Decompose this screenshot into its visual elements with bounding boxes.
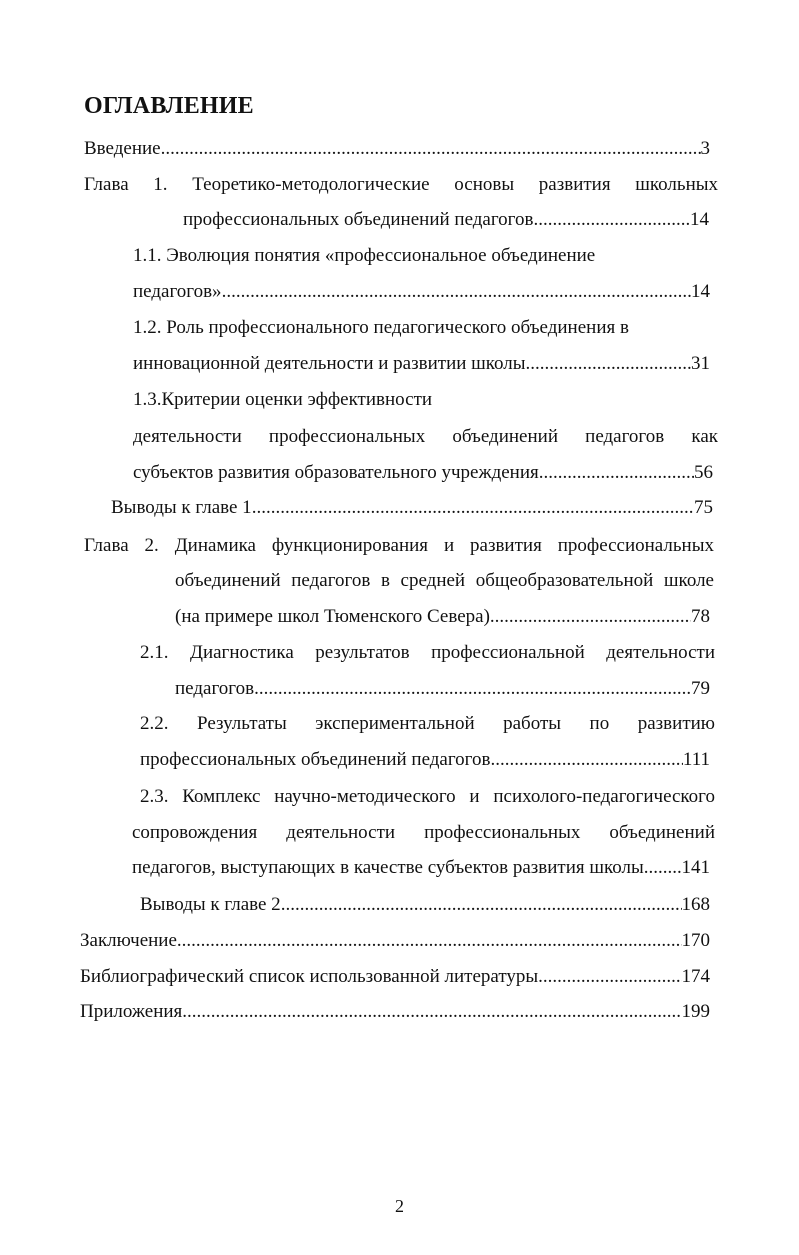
toc-leader-dots (252, 497, 694, 520)
toc-entry-label: Введение (84, 138, 161, 159)
toc-chapter-1-conclusions (111, 497, 713, 521)
toc-entry-label: профессиональных объединений педагогов (140, 749, 491, 770)
toc-leader-dots (222, 281, 691, 304)
toc-section-1-2-line-2 (133, 353, 710, 377)
toc-chapter-1-line-2 (183, 209, 709, 233)
toc-page-number: 31 (691, 353, 710, 374)
toc-section-1-3-line-1: 1.3.Критерии оценки эффективности (133, 389, 433, 410)
toc-entry-label: профессиональных объединений педагогов (183, 209, 534, 230)
toc-section-2-3-line-3 (132, 857, 710, 881)
toc-leader-dots (490, 749, 682, 772)
toc-entry-label: педагогов, выступающих в качестве субъектов развития школы (132, 857, 644, 878)
toc-chapter-2-line-2: объединений педагогов в средней общеобразовательной школе (175, 570, 714, 591)
toc-entry-label: Библиографический список использованной литературы (80, 966, 539, 987)
toc-entry-intro (84, 138, 710, 162)
toc-entry-bibliography (80, 966, 710, 990)
toc-page-number: 14 (690, 209, 709, 230)
toc-section-2-1-line-2 (175, 678, 710, 702)
toc-chapter-1-line-1: Глава 1. Теоретико-методологические основы развития школьных (84, 174, 718, 195)
toc-page-number: 170 (681, 930, 710, 951)
toc-section-2-2-line-2 (140, 749, 710, 773)
toc-entry-label: Заключение (80, 930, 177, 951)
toc-leader-dots (538, 966, 681, 989)
toc-entry-label: Приложения (80, 1001, 183, 1022)
toc-leader-dots (526, 353, 691, 376)
toc-section-1-3-line-2: деятельности профессиональных объединений педагогов как (133, 426, 718, 447)
toc-leader-dots (490, 606, 691, 629)
toc-section-2-1-line-1: 2.1. Диагностика результатов профессиональной деятельности (140, 642, 715, 663)
toc-chapter-2-conclusions (140, 894, 710, 918)
toc-leader-dots (177, 930, 682, 953)
toc-entry-conclusion (80, 930, 710, 954)
page-number: 2 (395, 1196, 404, 1216)
toc-entry-label: субъектов развития образовательного учреждения (133, 462, 539, 483)
page-title: ОГЛАВЛЕНИЕ (84, 93, 254, 119)
toc-page-number: 3 (700, 138, 710, 159)
toc-page-number: 56 (694, 462, 713, 483)
toc-section-2-3-line-1: 2.3. Комплекс научно-методического и психолого-педагогического (140, 786, 715, 807)
toc-page-number: 78 (691, 606, 710, 627)
toc-leader-dots (539, 462, 694, 485)
toc-chapter-2-line-1: Глава 2. Динамика функционирования и развития профессиональных (84, 535, 714, 556)
toc-leader-dots (254, 678, 691, 701)
toc-section-2-3-line-2: сопровождения деятельности профессиональных объединений (132, 822, 715, 843)
toc-entry-label: Выводы к главе 2 (140, 894, 281, 915)
toc-page-number: 14 (691, 281, 710, 302)
toc-section-1-1-line-2 (133, 281, 710, 305)
toc-entry-label: инновационной деятельности и развитии школы (133, 353, 526, 374)
toc-entry-label: педагогов» (133, 281, 222, 302)
toc-leader-dots (182, 1001, 681, 1024)
toc-page-number: 111 (682, 749, 710, 770)
toc-chapter-2-line-3 (175, 606, 710, 630)
toc-leader-dots (281, 894, 682, 917)
toc-entry-label: (на примере школ Тюменского Севера) (175, 606, 490, 627)
toc-leader-dots (161, 138, 701, 161)
toc-section-1-1-line-1: 1.1. Эволюция понятия «профессиональное объединение (133, 245, 596, 266)
toc-section-2-2-line-1: 2.2. Результаты экспериментальной работы по развитию (140, 713, 715, 734)
toc-section-1-2-line-1: 1.2. Роль профессионального педагогического объединения в (133, 317, 629, 338)
toc-leader-dots (533, 209, 690, 232)
toc-page-number: 75 (694, 497, 713, 518)
toc-entry-label: педагогов (175, 678, 255, 699)
toc-page-number: 174 (681, 966, 710, 987)
toc-entry-appendix (80, 1001, 710, 1025)
toc-leader-dots (644, 857, 682, 880)
toc-page-number: 79 (691, 678, 710, 699)
toc-page-number: 141 (681, 857, 710, 878)
toc-section-1-3-line-3 (133, 462, 713, 486)
toc-page-number: 168 (681, 894, 710, 915)
toc-entry-label: Выводы к главе 1 (111, 497, 252, 518)
toc-page-number: 199 (681, 1001, 710, 1022)
